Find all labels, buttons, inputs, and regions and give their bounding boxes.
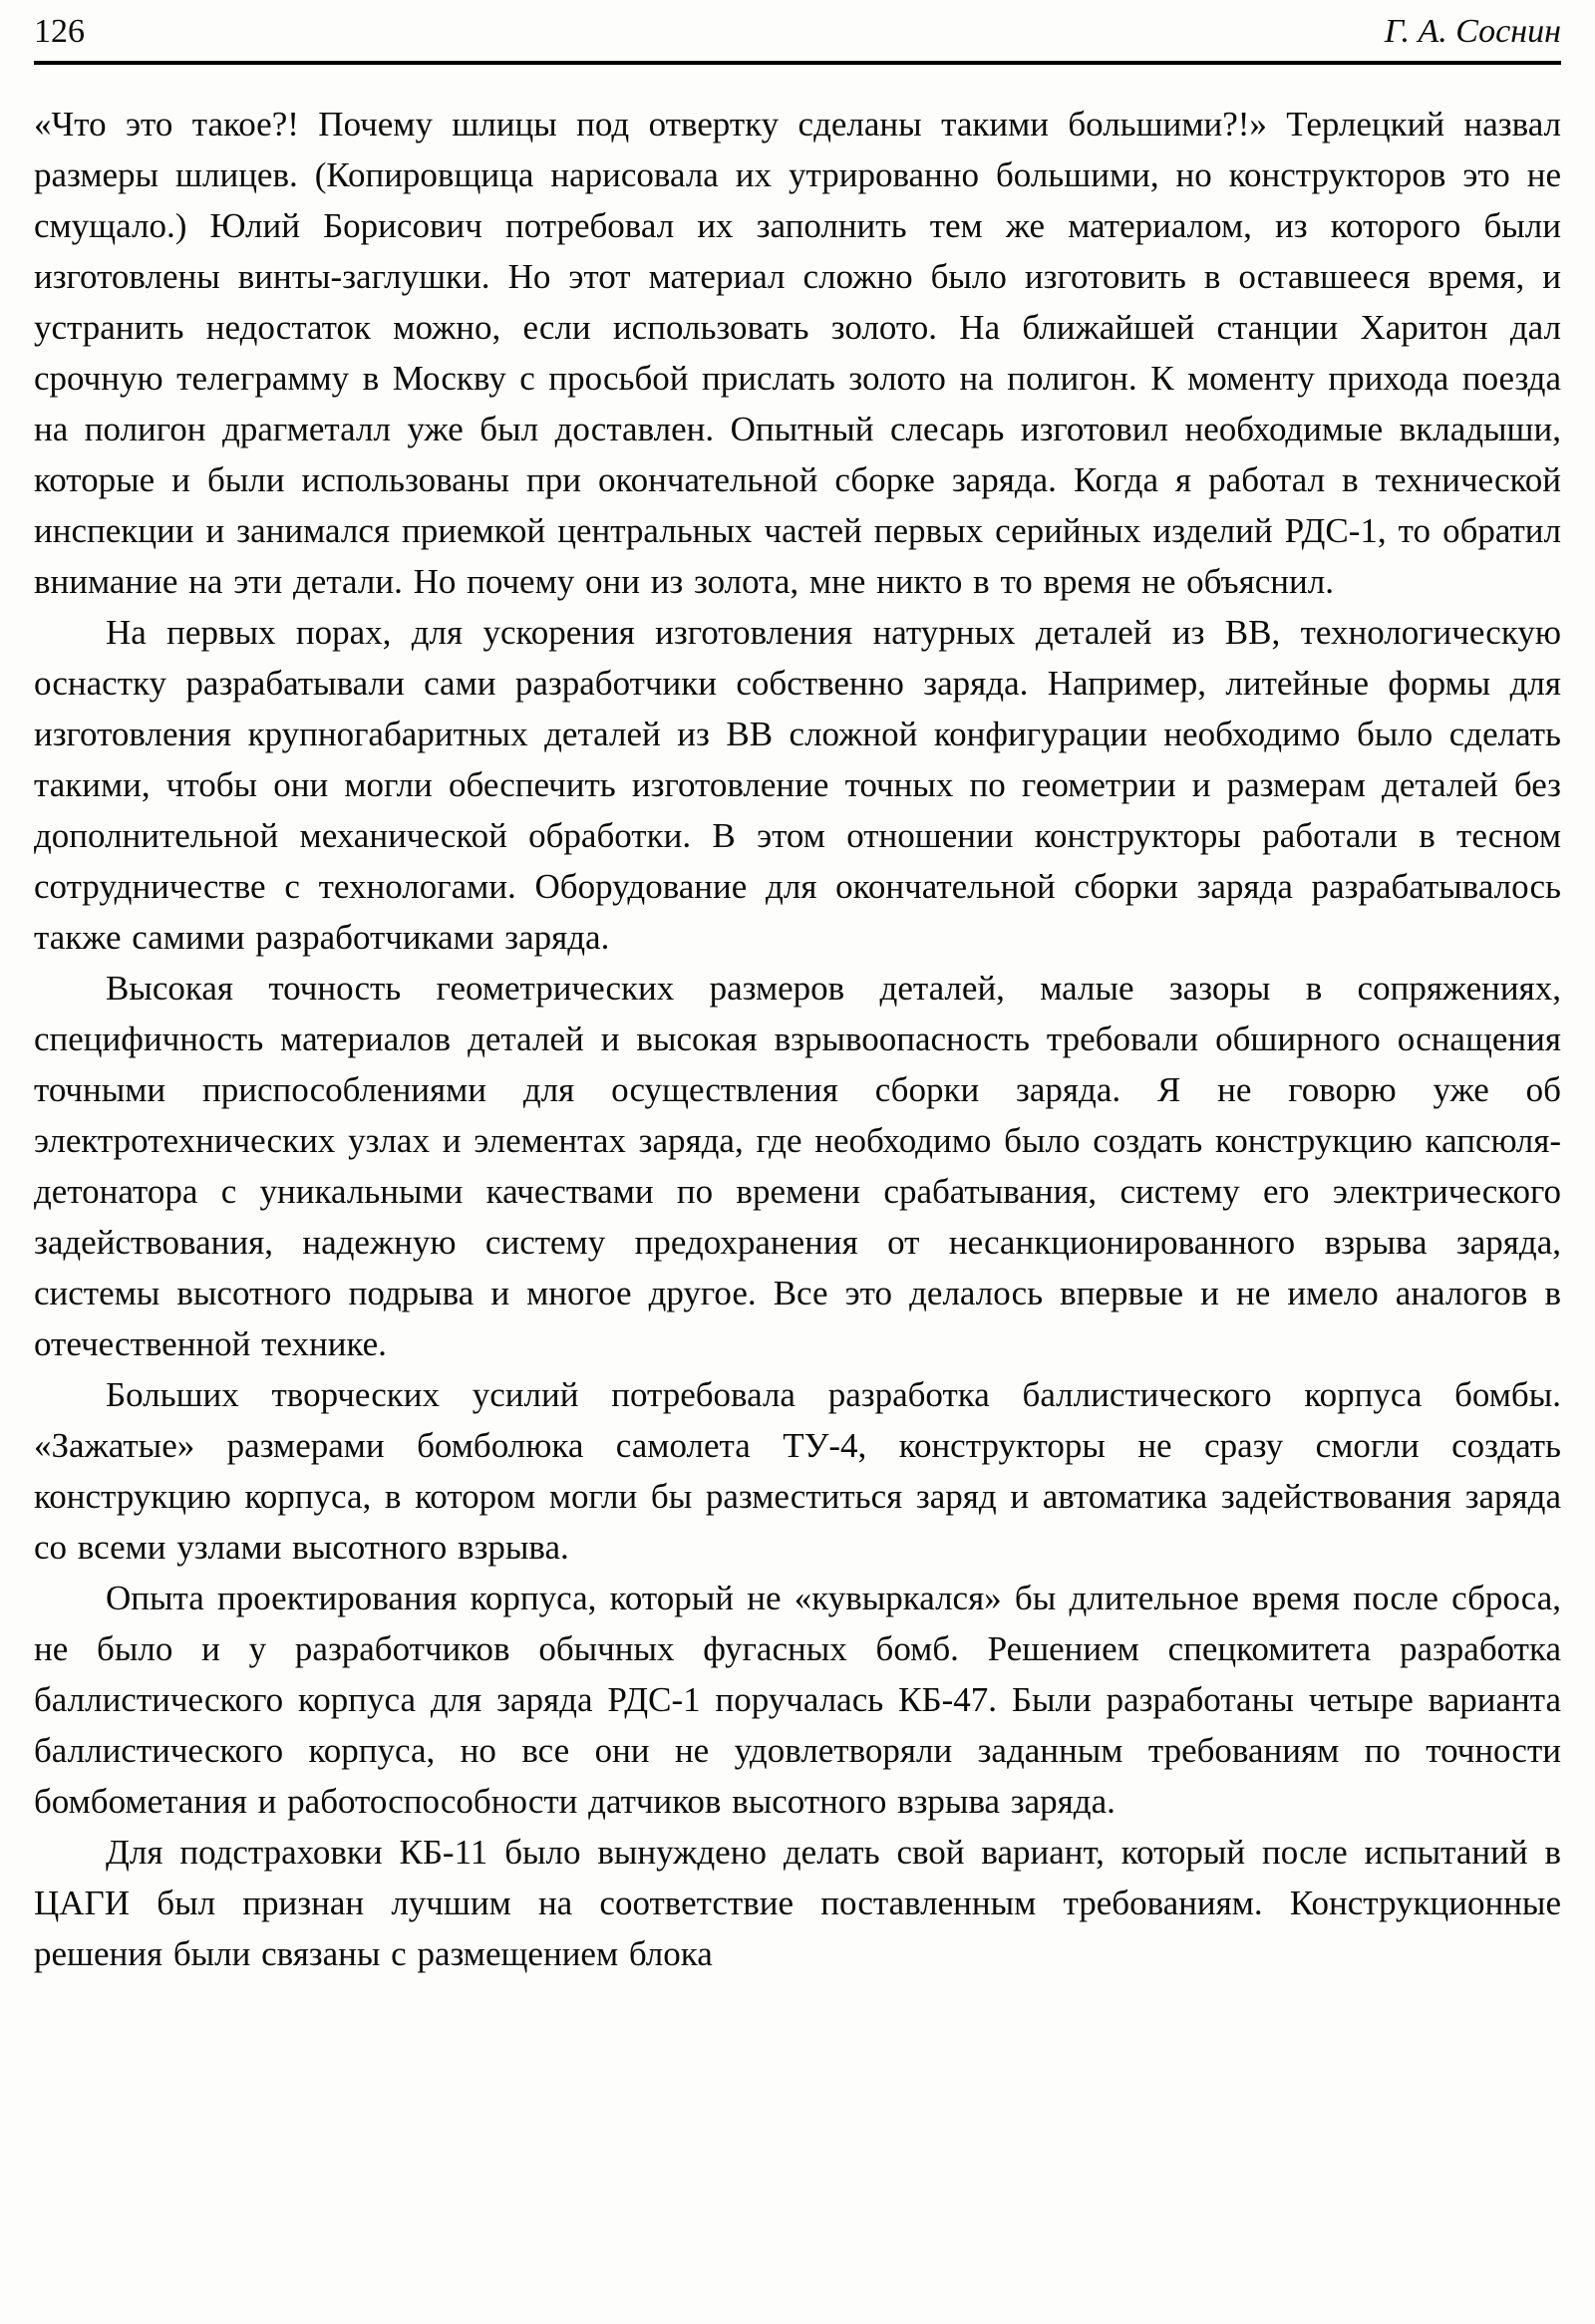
page-header	[34, 12, 1561, 61]
body-paragraph: На первых порах, для ускорения изготовления натурных деталей из ВВ, технологическую оснастку разрабатывали сами разработчики собственно заряда. Например, литейные формы для изготовления крупногабаритных деталей из ВВ сложной конфигурации необходимо было сделать такими, чтобы они могли обеспечить изготовление точных по геометрии и размерам деталей без дополнительной механической обработки. В этом отношении конструкторы работали в тесном сотрудничестве с технологами. Оборудование для окончательной сборки заряда разрабатывалось также самими разработчиками заряда.	[34, 612, 1561, 957]
body-paragraph: Для подстраховки КБ-11 было вынуждено делать свой вариант, который после испытаний в ЦАГИ был признан лучшим на соответствие поставленным требованиям. Конструкционные решения были связаны с размещением блока	[34, 1832, 1561, 1973]
body-paragraph: «Что это такое?! Почему шлицы под отвертку сделаны такими большими?!» Терлецкий назвал размеры шлицев. (Копировщица нарисовала их утрированно большими, но конструкторов это не смущало.) Юлий Борисович потребовал их заполнить тем же материалом, из которого были изготовлены винты-заглушки. Но этот материал сложно было изготовить в оставшееся время, и устранить недостаток можно, если использовать золото. На ближайшей станции Харитон дал срочную телеграмму в Москву с просьбой прислать золото на полигон. К моменту прихода поезда на полигон драгметалл уже был доставлен. Опытный слесарь изготовил необходимые вкладыши, которые и были использованы при окончательной сборке заряда. Когда я работал в технической инспекции и занимался приемкой центральных частей первых серийных изделий РДС-1, то обратил внимание на эти детали. Но почему они из золота, мне никто в то время не объяснил.	[34, 104, 1561, 601]
body-paragraph: Высокая точность геометрических размеров деталей, малые зазоры в сопряжениях, специфичность материалов деталей и высокая взрывоопасность требовали обширного оснащения точными приспособлениями для осуществления сборки заряда. Я не говорю уже об электротехнических узлах и элементах заряда, где необходимо было создать конструкцию капсюля-детонатора с уникальными качествами по времени срабатывания, систему его электрического задействования, надежную систему предохранения от несанкционированного взрыва заряда, системы высотного подрыва и многое другое. Все это делалось впервые и не имело аналогов в отечественной технике.	[34, 968, 1561, 1363]
body-paragraph: Опыта проектирования корпуса, который не «кувыркался» бы длительное время после сброса, не было и у разработчиков обычных фугасных бомб. Решением спецкомитета разработка баллистического корпуса для заряда РДС-1 поручалась КБ-47. Были разработаны четыре варианта баллистического корпуса, но все они не удовлетворяли заданным требованиям по точности бомбометания и работоспособности датчиков высотного взрыва заряда.	[34, 1578, 1561, 1821]
body-paragraph: Больших творческих усилий потребовала разработка баллистического корпуса бомбы. «Зажатые» размерами бомболюка самолета ТУ-4, конструкторы не сразу смогли создать конструкцию корпуса, в котором могли бы разместиться заряд и автоматика задействования заряда со всеми узлами высотного взрыва.	[34, 1374, 1561, 1567]
page-number: 126	[34, 13, 85, 50]
page-body	[34, 99, 1561, 1979]
header-divider	[34, 61, 1561, 65]
running-head-author: Г. А. Соснин	[1384, 13, 1561, 50]
